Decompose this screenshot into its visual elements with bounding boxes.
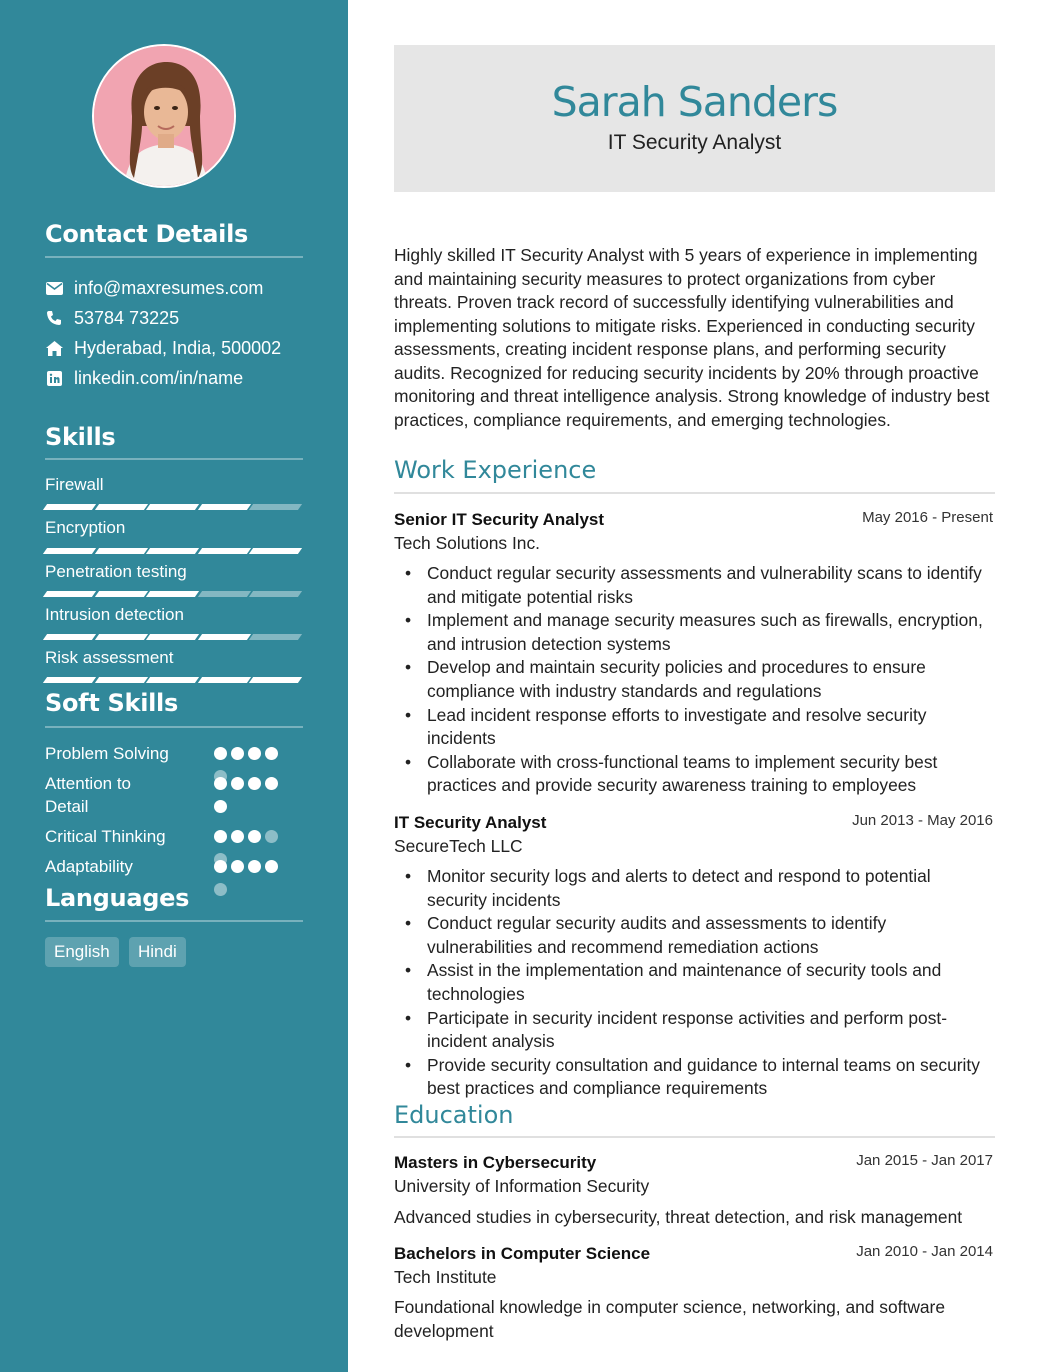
- degree-dates: Jan 2015 - Jan 2017: [856, 1152, 993, 1169]
- soft-skill-rating: [214, 860, 288, 906]
- skill-name: Penetration testing: [45, 562, 187, 581]
- contact-phone-text: 53784 73225: [74, 307, 180, 328]
- profile-photo-icon: [94, 46, 236, 188]
- divider: [45, 256, 303, 258]
- skill-bar: [45, 634, 303, 640]
- candidate-title: IT Security Analyst: [607, 131, 782, 154]
- rating-dot: [265, 777, 278, 790]
- list-item: • Assist in the implementation and maintenance of security tools and technologies: [405, 959, 995, 1006]
- job-title: IT Security Analyst: [394, 813, 547, 832]
- contact-heading: Contact Details: [45, 220, 249, 248]
- rating-dot: [231, 860, 244, 873]
- skill-level-segment: [94, 634, 147, 640]
- education-heading: Education: [394, 1101, 514, 1129]
- divider: [394, 1136, 995, 1138]
- soft-skill-name: Adaptability: [45, 857, 133, 876]
- school-name: University of Information Security: [394, 1176, 650, 1196]
- soft-skill-name: Critical Thinking: [45, 827, 166, 846]
- skill-name: Intrusion detection: [45, 605, 184, 624]
- list-item: • Provide security consultation and guidance to internal teams on security best practices and compliance requirements: [405, 1054, 995, 1101]
- rating-dot: [231, 747, 244, 760]
- contact-address-text: Hyderabad, India, 500002: [74, 337, 282, 358]
- degree-title: Masters in Cybersecurity: [394, 1153, 597, 1172]
- phone-icon: [45, 309, 63, 327]
- skill-level-segment: [249, 548, 302, 554]
- job-title: Senior IT Security Analyst: [394, 510, 605, 529]
- degree-description: Foundational knowledge in computer science, networking, and software development: [394, 1297, 946, 1341]
- home-icon: [45, 339, 63, 357]
- skill-level-segment: [198, 591, 251, 597]
- job-bullets: [405, 865, 995, 1101]
- work-experience-heading: Work Experience: [394, 456, 597, 484]
- skill-level-segment: [94, 548, 147, 554]
- job-bullets: [405, 562, 995, 798]
- job-dates: Jun 2013 - May 2016: [852, 812, 993, 829]
- skills-heading: Skills: [45, 423, 116, 451]
- skill-level-segment: [43, 634, 96, 640]
- language-tag: English: [45, 937, 119, 967]
- skill-name: Risk assessment: [45, 648, 174, 667]
- skill-level-segment: [198, 677, 251, 683]
- contact-email-text: info@maxresumes.com: [74, 277, 264, 298]
- list-item: • Implement and manage security measures such as firewalls, encryption, and intrusion detection systems: [405, 609, 995, 656]
- envelope-icon: [45, 279, 63, 297]
- candidate-name: Sarah Sanders: [551, 78, 838, 126]
- soft-skill-rating: [214, 777, 288, 823]
- language-tag: Hindi: [129, 937, 186, 967]
- skill-level-segment: [43, 504, 96, 510]
- list-item: • Develop and maintain security policies and procedures to ensure compliance with industry standards and regulations: [405, 656, 995, 703]
- skill-bar: [45, 548, 303, 554]
- skill-level-segment: [146, 504, 199, 510]
- degree-description: Advanced studies in cybersecurity, threat detection, and risk management: [394, 1207, 963, 1227]
- skill-level-segment: [94, 677, 147, 683]
- languages-heading: Languages: [45, 884, 190, 912]
- divider: [45, 458, 303, 460]
- degree-dates: Jan 2010 - Jan 2014: [856, 1243, 993, 1260]
- degree-title: Bachelors in Computer Science: [394, 1244, 651, 1263]
- skill-bar: [45, 591, 303, 597]
- skill-level-segment: [146, 634, 199, 640]
- avatar: [92, 44, 236, 188]
- contact-email[interactable]: [45, 276, 263, 300]
- skill-level-segment: [94, 504, 147, 510]
- skill-level-segment: [249, 634, 302, 640]
- divider: [45, 726, 303, 728]
- list-item: • Lead incident response efforts to investigate and resolve security incidents: [405, 704, 995, 751]
- job-dates: May 2016 - Present: [862, 509, 993, 526]
- list-item: • Collaborate with cross-functional teams to implement security best practices and provide security awareness training to employees: [405, 751, 995, 798]
- summary: Highly skilled IT Security Analyst with 5 years of experience in implementing and maintaining security measures to protect organizations from cyber threats. Proven track record of successfully identifying vulnerabilities and implementing solutions to mitigate risks. Experienced in conducting security assessments, creating incident response plans, and performing security audits. Recognized for reducing security incidents by 20% through proactive monitoring and threat intelligence analysis. Strong knowledge of industry best practices, compliance requirements, and emerging technologies.: [394, 245, 990, 430]
- list-item: • Monitor security logs and alerts to detect and respond to potential security incidents: [405, 865, 995, 912]
- rating-dot: [248, 747, 261, 760]
- list-item: • Conduct regular security audits and assessments to identify vulnerabilities and recommend remediation actions: [405, 912, 995, 959]
- soft-skills-heading: Soft Skills: [45, 689, 178, 717]
- linkedin-icon: [45, 369, 63, 387]
- skill-level-segment: [43, 591, 96, 597]
- skill-bar: [45, 504, 303, 510]
- contact-address: [45, 336, 281, 360]
- rating-dot: [214, 830, 227, 843]
- skill-level-segment: [198, 548, 251, 554]
- rating-dot: [214, 860, 227, 873]
- skill-level-segment: [146, 591, 199, 597]
- contact-linkedin-text: linkedin.com/in/name: [74, 367, 244, 388]
- rating-dot: [214, 747, 227, 760]
- contact-linkedin[interactable]: [45, 366, 243, 390]
- skill-level-segment: [43, 677, 96, 683]
- contact-phone[interactable]: [45, 306, 179, 330]
- soft-skill-name: Problem Solving: [45, 744, 169, 763]
- rating-dot: [265, 860, 278, 873]
- rating-dot: [265, 830, 278, 843]
- skill-level-segment: [94, 591, 147, 597]
- job-company: SecureTech LLC: [394, 836, 523, 856]
- rating-dot: [231, 777, 244, 790]
- skill-level-segment: [146, 677, 199, 683]
- skill-name: Firewall: [45, 475, 104, 494]
- soft-skill-name: Attention to Detail: [45, 774, 132, 816]
- skill-name: Encryption: [45, 518, 126, 537]
- skill-level-segment: [198, 634, 251, 640]
- skill-bar: [45, 677, 303, 683]
- rating-dot: [248, 860, 261, 873]
- rating-dot: [248, 777, 261, 790]
- divider: [45, 920, 303, 922]
- skill-level-segment: [249, 591, 302, 597]
- list-item: • Participate in security incident response activities and perform post-incident analysis: [405, 1007, 995, 1054]
- skill-level-segment: [249, 504, 302, 510]
- list-item: • Conduct regular security assessments and vulnerability scans to identify and mitigate potential risks: [405, 562, 995, 609]
- rating-dot: [214, 777, 227, 790]
- school-name: Tech Institute: [394, 1267, 497, 1287]
- skill-level-segment: [43, 548, 96, 554]
- rating-dot: [231, 830, 244, 843]
- sidebar: [0, 0, 348, 1372]
- job-company: Tech Solutions Inc.: [394, 533, 540, 553]
- rating-dot: [248, 830, 261, 843]
- rating-dot: [214, 883, 227, 896]
- header: [394, 45, 995, 192]
- skill-level-segment: [198, 504, 251, 510]
- skill-level-segment: [146, 548, 199, 554]
- rating-dot: [214, 800, 227, 813]
- rating-dot: [265, 747, 278, 760]
- skill-level-segment: [249, 677, 302, 683]
- divider: [394, 492, 995, 494]
